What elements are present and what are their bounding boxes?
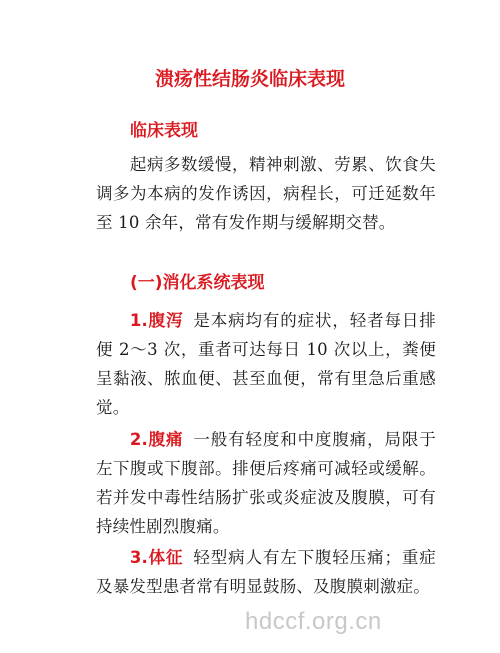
symptom-item-pain [96,425,436,541]
symptom-text: 轻型病人有左下腹轻压痛；重症及暴发型患者常有明显鼓肠、及腹膜刺激症。 [96,548,436,596]
document-title: 溃疡性结肠炎临床表现 [154,68,345,90]
symptom-lead: 2.腹痛 [129,430,184,449]
symptom-text: 是本病均有的症状，轻者每日排便 2～3 次，重者可达每日 10 次以上，粪便呈黏液、脓血便、甚至血便，常有里急后重感觉。 [96,311,436,417]
symptom-text: 一般有轻度和中度腹痛，局限于左下腹或下腹部。排便后疼痛可减轻或缓解。若并发中毒性结肠扩张或炎症波及腹膜，可有持续性剧烈腹痛。 [96,430,436,536]
symptom-item-diarrhea [96,306,436,422]
symptom-lead: 1.腹泻 [129,311,184,330]
section-heading: 临床表现 [130,121,198,141]
symptom-item-signs [96,543,436,601]
intro-paragraph: 起病多数缓慢，精神刺激、劳累、饮食失调多为本病的发作诱因，病程长，可迁延数年至 10 余年，常有发作期与缓解期交替。 [96,155,436,232]
subsection-heading: (一)消化系统表现 [130,273,265,293]
watermark: hdccf.org.cn [245,608,382,635]
symptom-lead: 3.体征 [129,548,184,567]
